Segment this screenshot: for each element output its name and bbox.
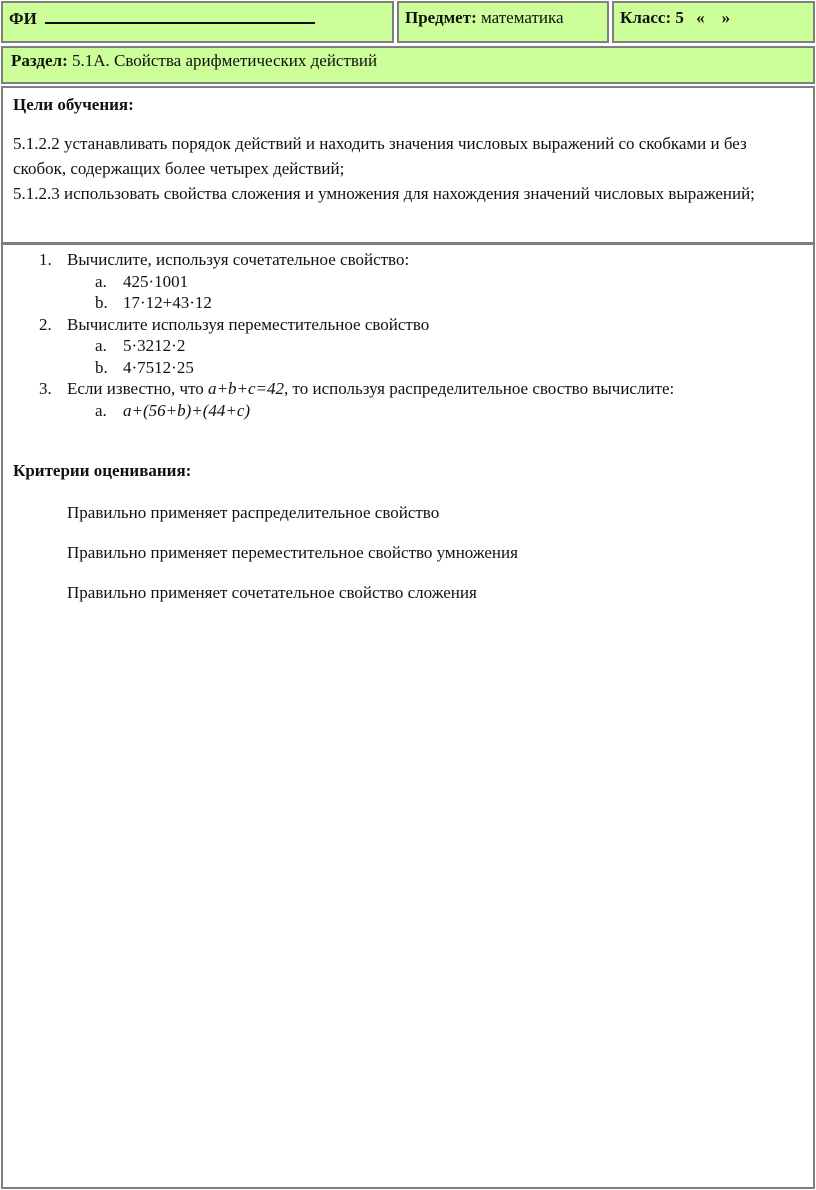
task-text: Если известно, что bbox=[67, 379, 204, 398]
goal-item: 5.1.2.2 устанавливать порядок действий и находить значения числовых выражений со скобками и без скобок, содержащих более четырех действий; bbox=[13, 134, 747, 178]
subtask-item bbox=[95, 293, 212, 313]
name-blank-line bbox=[45, 8, 315, 24]
name-cell bbox=[1, 1, 394, 43]
goals-title: Цели обучения: bbox=[13, 95, 134, 114]
subtask-expression: 4·7512·25 bbox=[123, 358, 194, 377]
task-number: 3. bbox=[39, 379, 52, 398]
subtask-expression: 425·1001 bbox=[123, 272, 189, 291]
goal-item: 5.1.2.3 использовать свойства сложения и умножения для нахождения значений числовых выражений; bbox=[13, 184, 755, 203]
class-cell bbox=[612, 1, 815, 43]
task-text: Вычислите используя переместительное свойство bbox=[67, 315, 430, 334]
subtask-item bbox=[95, 358, 194, 378]
task-item bbox=[39, 379, 674, 399]
subtask-expression: 5·3212·2 bbox=[123, 336, 186, 355]
class-quotes: « » bbox=[696, 8, 731, 27]
subtask-letter: a. bbox=[95, 336, 107, 355]
subtask-expression: 17·12+43·12 bbox=[123, 293, 212, 312]
subject-cell bbox=[397, 1, 609, 43]
task-italic-expression: a+b+c=42 bbox=[208, 379, 285, 398]
subtask-item bbox=[95, 336, 185, 356]
section-row bbox=[1, 46, 815, 84]
subject-label: Предмет: bbox=[405, 8, 477, 27]
subtask-item bbox=[95, 272, 188, 292]
section-value: 5.1А. Свойства арифметических действий bbox=[72, 51, 378, 70]
task-number: 1. bbox=[39, 250, 52, 269]
criteria-item: Правильно применяет распределительное свойство bbox=[67, 503, 440, 522]
task-text: , то используя распределительное своство вычислите: bbox=[284, 379, 675, 398]
learning-goals bbox=[1, 86, 815, 244]
class-label: Класс: 5 bbox=[620, 8, 684, 27]
task-number: 2. bbox=[39, 315, 52, 334]
criteria-item: Правильно применяет переместительное свойство умножения bbox=[67, 543, 518, 562]
subtask-letter: a. bbox=[95, 272, 107, 291]
task-item bbox=[39, 250, 409, 270]
subtask-letter: a. bbox=[95, 401, 107, 420]
subtask-letter: b. bbox=[95, 293, 108, 312]
task-item bbox=[39, 315, 429, 335]
header-row bbox=[0, 0, 816, 46]
name-label: ФИ bbox=[9, 9, 37, 28]
subtask-item bbox=[95, 401, 250, 421]
criteria-title: Критерии оценивания: bbox=[13, 461, 192, 480]
task-text: Вычислите, используя сочетательное свойство: bbox=[67, 250, 410, 269]
subject-value: математика bbox=[481, 8, 564, 27]
criteria-item: Правильно применяет сочетательное свойство сложения bbox=[67, 583, 477, 602]
subtask-letter: b. bbox=[95, 358, 108, 377]
section-label: Раздел: bbox=[11, 51, 68, 70]
subtask-expression: a+(56+b)+(44+c) bbox=[123, 401, 251, 420]
tasks-block bbox=[1, 243, 815, 1189]
